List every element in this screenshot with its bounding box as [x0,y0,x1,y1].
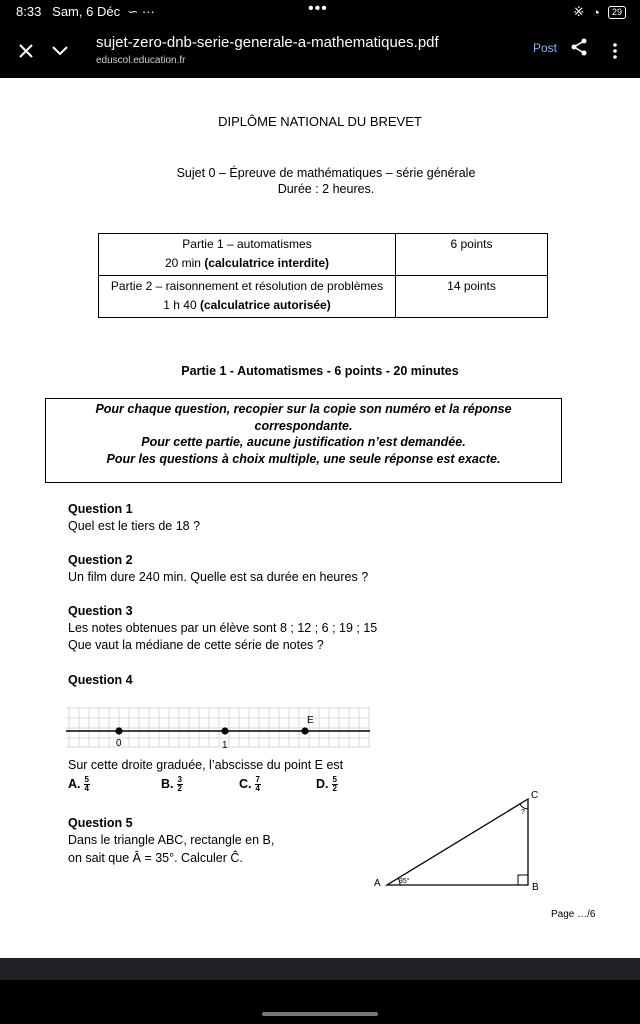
option-c-num: 7 [255,775,260,784]
triangle-outline [387,799,528,885]
question-5-line2: on sait que Â = 35°. Calculer Ĉ. [68,851,243,865]
question-2-title: Question 2 [68,553,133,567]
question-4-title: Question 4 [68,673,133,687]
triangle-abc-figure [370,784,550,894]
score-table [98,233,548,318]
status-date: Sam, 6 Déc [52,4,121,19]
document-title: sujet-zero-dnb-serie-generale-a-mathematiques.pdf [96,34,439,51]
table-cell [99,276,396,318]
grid-lines [66,707,370,747]
option-c [239,776,261,793]
vertex-b-label: B [532,882,539,893]
option-b-letter: B. [161,776,174,791]
question-1-title: Question 1 [68,502,133,516]
close-icon[interactable] [10,35,42,67]
pdf-page[interactable] [0,78,640,958]
part1-label: Partie 1 – automatismes [182,237,312,251]
question-3-line1: Les notes obtenues par un élève sont 8 ; 12 ; 6 ; 19 ; 15 [68,621,378,635]
status-bar [0,0,640,24]
angle-c-label: ? [521,809,525,816]
question-5-line1: Dans le triangle ABC, rectangle en B, [68,833,275,847]
option-a-den: 4 [84,784,89,793]
doc-heading: DIPLÔME NATIONAL DU BREVET [218,114,422,129]
point-one [221,727,228,734]
angle-a-label: 35° [399,878,410,885]
right-angle-mark [518,875,528,885]
table-row [99,234,548,276]
document-source: eduscol.education.fr [96,55,186,66]
signal-app-icon: ∽ ··· [123,4,155,19]
more-dots-icon: ••• [308,0,328,17]
table-cell [99,234,396,276]
status-time: 8:33 [16,4,42,19]
question-2-text: Un film dure 240 min. Quelle est sa durée en heures ? [68,570,369,584]
label-zero: 0 [116,738,122,749]
question-5-title: Question 5 [68,816,133,830]
label-e: E [307,715,314,726]
question-4-text: Sur cette droite graduée, l’abscisse du point E est [68,758,344,772]
part1-duration: 20 min [164,256,205,270]
option-c-letter: C. [239,776,252,791]
table-cell: 6 points [396,234,548,276]
part2-duration: 1 h 40 [163,298,200,312]
part1-title: Partie 1 - Automatismes - 6 points - 20 minutes [181,364,459,378]
question-3-title: Question 3 [68,604,133,618]
status-time-date [16,4,155,20]
page-number: Page …/6 [551,909,596,920]
option-b-num: 3 [177,775,182,784]
label-one: 1 [222,740,228,751]
vertex-c-label: C [531,790,539,801]
page-divider [0,958,640,980]
instructions-box [45,398,562,483]
table-cell: 14 points [396,276,548,318]
number-line-figure [66,703,370,751]
option-d [316,776,338,793]
option-b [161,776,183,793]
duration-line: Durée : 2 heures. [277,182,375,196]
option-c-den: 4 [255,784,260,793]
option-a [68,776,90,793]
pdf-viewer-toolbar [0,24,640,78]
more-options-icon[interactable] [599,35,631,67]
share-icon[interactable] [563,31,595,63]
option-b-den: 2 [177,784,182,793]
question-3-line2: Que vaut la médiane de cette série de notes ? [68,638,324,652]
option-d-num: 5 [332,775,337,784]
status-icons [573,4,626,20]
point-zero [115,727,122,734]
part1-calc-note: (calculatrice interdite) [204,256,330,270]
bluetooth-icon: ※ [573,4,585,19]
chevron-down-icon[interactable] [44,35,76,67]
option-a-num: 5 [84,775,89,784]
vertex-a-label: A [374,878,381,889]
table-row [99,276,548,318]
subject-line: Sujet 0 – Épreuve de mathématiques – série générale [176,166,476,180]
gesture-nav-handle[interactable] [262,1012,378,1016]
instruction-line: correspondante. [254,418,353,433]
point-e [301,727,308,734]
option-a-letter: A. [68,776,81,791]
option-d-letter: D. [316,776,329,791]
option-d-den: 2 [332,784,337,793]
part2-label: Partie 2 – raisonnement et résolution de problèmes [110,279,384,293]
instruction-line: Pour chaque question, recopier sur la copie son numéro et la réponse [95,402,512,416]
part2-calc-note: (calculatrice autorisée) [199,298,331,312]
battery-icon: 29 [608,6,626,19]
post-button[interactable]: Post [533,41,558,55]
wifi-icon: ◔ [592,4,600,20]
question-1-text: Quel est le tiers de 18 ? [68,519,201,533]
instruction-line: Pour cette partie, aucune justification n’est demandée. [141,435,466,449]
instruction-line: Pour les questions à choix multiple, une seule réponse est exacte. [106,451,501,466]
bottom-area [0,980,640,1024]
